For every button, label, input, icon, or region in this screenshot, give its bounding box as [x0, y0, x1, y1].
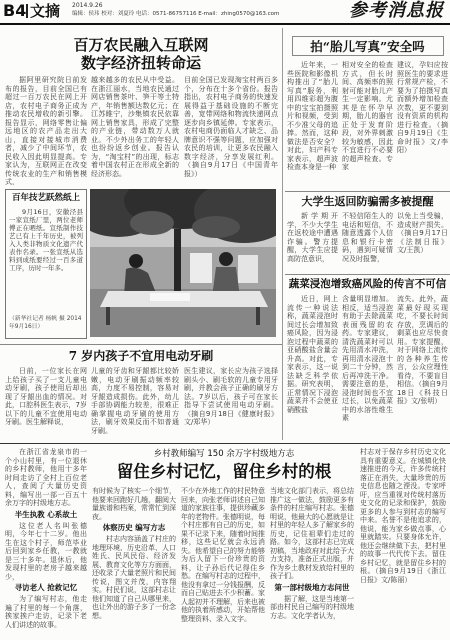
article-column: 不轻信陌生人的电话和短信，不随意透露个人信息和银行卡密码，遇到可疑情况及时报警，: [342, 212, 393, 263]
paragraph: 不少在外地工作的村民特意回来，向张老师讲述自己知道的家族往事，提供珍藏多年的老物件。张德明说，每个村庄都有自己的历史，如果不记录下来，随着时间推移，这些记忆就会永远消失。他希望自己的努力能够为后人留下一份珍贵的资料，让子孙后代记得住乡愁。在编写村志的过程中，他没有拿过一分钱报酬，反而自己贴进去不少积蓄。家人起初并不理解，后来也被他的执着所感动，开始帮他整理资料、录入文字。: [181, 487, 265, 623]
article-column: 相对安全的检查方式，但长时间、高频率的照射可能对胎儿产生一定影响。尤其是在怀孕早期，胎儿的器官正处于发育阶段，对外界刺激较为敏感，因此不宜进行不必要的超声检查。专家: [342, 61, 393, 171]
section-rule: [285, 191, 450, 192]
article-column: 近日，网上流传一种说法称，蔬菜浸泡时间过长会增加致癌风险，因为浸泡过程中蔬菜的亚硝酸盐含量会升高。对此，专家表示，这一说法缺乏科学依据。研究表明，正常情况下浸泡蔬菜并不会使亚硝酸盐: [287, 295, 338, 414]
paragraph: 有时候为了核实一个细节，他要来回跑好几趟，翻阅大量族谱和档案，常常忙到深夜。: [92, 487, 176, 521]
subheading: 体察历史 编写方志: [102, 523, 166, 532]
photo-credit: （新华社记者 杨帆 摄 2014年9月16日）: [9, 316, 82, 330]
section-code: B4: [3, 1, 27, 20]
article-headline: 百万农民融入互联网: [73, 36, 209, 54]
article-column: 儿童的牙齿和牙龈都比较娇嫩，电动牙刷振动频率较高，力度不易控制，容易对牙龈造成损伤。此外，幼儿手部协调能力较差，很难正确掌握电动牙刷的使用方法，刷牙效果反而不如普通牙刷。: [91, 367, 179, 435]
article-column: 以免上当受骗，造成财产损失。（摘自9月17日《法制日报》文/王凯）: [397, 212, 448, 254]
article-headline: 大学生返回防骗需多被提醒: [301, 195, 434, 208]
article-headline: 蔬菜浸泡增致癌风险的传言不可信: [288, 278, 447, 290]
article-column: 医生建议，家长应为孩子选择刷头小、刷毛软的儿童专用牙刷，并教会孩子正确的刷牙方法。7岁以后，孩子可在家长指导下尝试使用电动牙刷。（摘自9月18日《健康时报》文/郑华）: [184, 367, 278, 426]
article-column: 建议，孕妇应按照医生的要求进行常规产检，不要为了拍摄写真而额外增加检查次数，更不要到没有资质的机构进行检查。（摘自9月19日《生命时报》文/李阳）: [397, 61, 448, 154]
article-headline: 数字经济扭转命运: [80, 54, 201, 72]
header-rule: [0, 23, 450, 25]
article-column: 流失。此外，蔬菜最好现买现吃，不要长时间存放，烹调后的剩菜也应尽快食用。专家提醒，对于网络上流传的各种养生传言，公众应理性看待，不要盲目相信。（摘自9月18日《科技日报》文/张明）: [397, 295, 448, 405]
photo-feature-title: 百年技艺跃然纸上: [11, 193, 80, 203]
photo-feature-text: 9月16日，安徽泾县一家宣纸厂里，两位老师傅正在晒纸。宣纸制作技艺已有上千年历史，被列入人类非物质文化遗产代表作名录。一张宣纸从选料到成纸要经过一百多道工序，历时一年多。: [9, 208, 83, 272]
section-name: 文摘: [30, 2, 61, 20]
section-rule: [0, 443, 450, 444]
subheading: 第一部村级地方志问世: [274, 582, 350, 592]
article-column: [270, 487, 354, 638]
article-headline: 留住乡村记忆，留住乡村的根: [116, 462, 332, 481]
editor-credits: 编辑：侯玮 校对：刘夏玲 电话：0571-86757116 E-mail：zhing0570@163.com: [72, 11, 280, 17]
article-column: 越来越多的农民从中受益。在浙江丽水，当地农民通过网店销售茶叶、笋干等土特产，年销售额达数亿元；在江苏睢宁，沙集镇农民依靠网上销售家具，形成了完整的产业链，带动数万人就业。不少外出务工的年轻人也纷纷返乡创业。报告认为，“淘宝村”的出现，标志着中国农村正在形成全新的经济形态。: [91, 76, 179, 178]
section-divider: [26, 4, 28, 18]
section-rule: [285, 274, 450, 275]
article-headline: 7 岁内孩子不宜用电动牙刷: [68, 349, 214, 363]
newspaper-masthead: 参考消息报: [349, 0, 444, 21]
article-column: [360, 448, 446, 638]
article-subtitle: 乡村教师编写 150 余万字村级地方志: [153, 449, 295, 459]
column-divider: [282, 28, 283, 440]
article-column: 近年来，一些医院和影像机构推出了“胎儿写真”服务，利用四维彩超为腹中的宝宝拍摄照片和视频，受到不少准父母的追捧。然而，这种做法是否安全？对此，妇产科专家表示，超声波检查本身是一种: [287, 61, 338, 171]
paragraph: 为了编写村志，他走遍了村里的每一个角落，挨家挨户走访，记录下老人们讲述的故事。: [5, 595, 87, 629]
subheading: 半生执教 心系故土: [14, 509, 78, 519]
paragraph: 当地文化部门表示，将总结推广这一做法，鼓励更多有条件的村庄编写村志。张德明说，他最大的心愿就是让村里的年轻人多了解家乡的历史，记住祖辈们走过的路。如今，这部村志已完成初稿，当地政府对此给予大力支持，准备正式出版，并作为乡土教材发放给村里的孩子们。: [270, 487, 354, 580]
paragraph: 村志对于保存乡村历史文化具有重要意义。在城镇化快速推进的今天，许多传统村落正在消失，大量珍贵的历史信息也随之湮没。专家呼吁，应当重视对传统村落历史文化的记录和保护，鼓励更多的人参与到村志的编写中来。名誉不是他追求的，他说，能为家乡做点事，心里就踏实。只要身体允许，他还会继续做下去，把村里的故事一代代传下去。留住乡村记忆，就是留住乡村的根。（摘自9月19日《浙江日报》文/陈丽）: [360, 448, 446, 584]
tree-trunk: [174, 229, 181, 291]
paragraph: 在浙江省龙泉市的一个小山村里，有一位退休的乡村教师，他用十多年时间走访了全村上百位老人，查阅了大量历史资料，编写出一部一百五十余万字的村级地方志。: [5, 448, 87, 507]
article-column: 新学期开学，不少大学生在返校途中遭遇诈骗。警方提醒，大学生应提高防范意识，: [287, 212, 338, 263]
article-column: [92, 487, 176, 638]
subheading: 寻访老人 抢救记忆: [14, 583, 78, 592]
article-column: 日前，一位家长在网上给孩子买了一支儿童电动牙刷，孩子使用后却出现了牙龈出血的情况。对此，口腔科医生表示，7岁以下的儿童不宜使用电动牙刷。医生解释说，: [5, 367, 87, 426]
article-column: 目前全国已发现淘宝村两百多个，分布在十多个省份。报告指出，农村电子商务的快速发展得益于基础设施的不断完善，宽带网络和物流快递网点逐步向乡镇延伸。专家表示，农村电商仍面临人才缺乏、品牌意识不强等问题，应加强对农民的培训，让更多农民融入数字经济，分享发展红利。（摘自9月17日《中国青年报》）: [184, 76, 278, 178]
paragraph: 据了解，这是当地第一部由村民自己编写的村级地方志。文化学者认为，: [270, 594, 354, 620]
news-photo: [90, 189, 276, 337]
article-column: 据阿里研究院日前发布的报告，目前全国已有超过一百万农民在网上开店，农村电子商务正成为推动农民增收的新引擎。报告显示，网络零售让偏远地区的农产品走出大山，直接对接城市消费者，减少了中间环节，农民收入因此明显提高。专家认为，互联网正在改变传统农业的生产和销售模式，: [5, 76, 87, 185]
issue-date: 2014.9.26: [72, 2, 103, 9]
article-headline: 拍“胎儿写真”安全吗: [310, 39, 425, 54]
section-rule: [0, 344, 282, 345]
article-column: 含量明显增加。相反，适当浸泡有助于去除蔬菜表面残留的农药。专家建议，清洗蔬菜时可以先用清水冲洗，再用清水浸泡十到二十分钟，然后再冲洗干净。需要注意的是，浸泡时间也不宜过长，以免蔬菜中的水溶性维生素: [342, 295, 393, 422]
paragraph: 村志内容涵盖了村庄的地理环境、历史沿革、人口姓氏、民风民俗、经济发展、教育文化等方方面面，还收录了大量老照片和民间传说，图文并茂，内容翔实。村民们说，这部村志让他们知道了自己从哪里来，也让外出的游子多了一份念想。: [92, 535, 176, 620]
article-column: [181, 487, 265, 638]
paragraph: 这位老人名叫张德明，今年七十二岁。他出生在这个村子，师范毕业后回到家乡任教，一教就是三十多年。退休后，他发现村里的老房子越来越少，: [5, 521, 87, 581]
article-column: [5, 448, 87, 638]
